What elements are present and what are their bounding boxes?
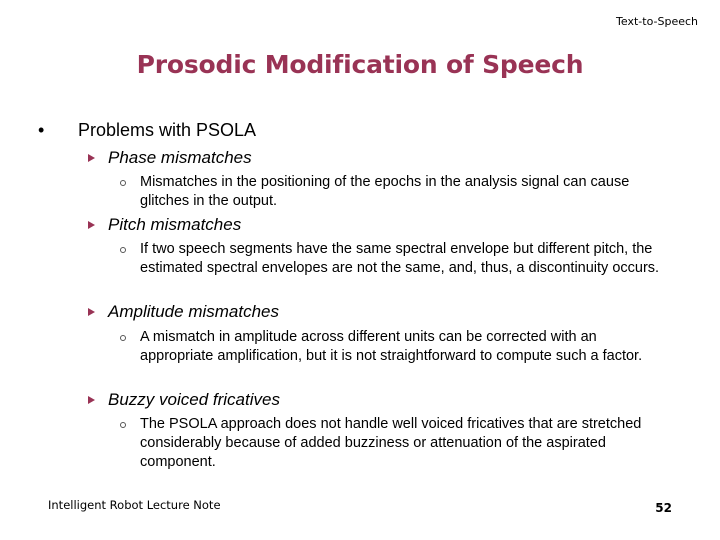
item-label: Amplitude mismatches <box>108 302 280 321</box>
item-detail: If two speech segments have the same spectral envelope but different pitch, the estimated spectral envelopes are not the same, and, thus, a discontinuity occurs. <box>140 241 660 276</box>
item-detail: A mismatch in amplitude across different units can be corrected with an appropriate amplification, but it is not straightforward to compute such a factor. <box>140 329 643 364</box>
main-heading: Problems with PSOLA <box>78 120 257 140</box>
item-detail: The PSOLA approach does not handle well voiced fricatives that are stretched considerably because of added buzziness or attenuation of the aspirated component. <box>140 416 642 470</box>
circle-bullet-icon <box>120 180 126 186</box>
arrow-bullet-icon <box>88 308 95 316</box>
arrow-bullet-icon <box>88 221 95 229</box>
item-label: Pitch mismatches <box>108 215 242 234</box>
circle-bullet-icon <box>120 422 126 428</box>
page-number: 52 <box>655 501 672 515</box>
circle-bullet-icon <box>120 247 126 253</box>
item-label: Phase mismatches <box>108 148 252 167</box>
item-detail: Mismatches in the positioning of the epochs in the analysis signal can cause glitches in the output. <box>140 174 630 209</box>
footer-note: Intelligent Robot Lecture Note <box>48 498 221 512</box>
bullet-dot-icon: • <box>38 120 45 140</box>
circle-bullet-icon <box>120 335 126 341</box>
arrow-bullet-icon <box>88 154 95 162</box>
item-label: Buzzy voiced fricatives <box>108 390 280 409</box>
slide-title: Prosodic Modification of Speech <box>136 50 584 79</box>
header-label: Text-to-Speech <box>616 15 698 28</box>
arrow-bullet-icon <box>88 396 95 404</box>
